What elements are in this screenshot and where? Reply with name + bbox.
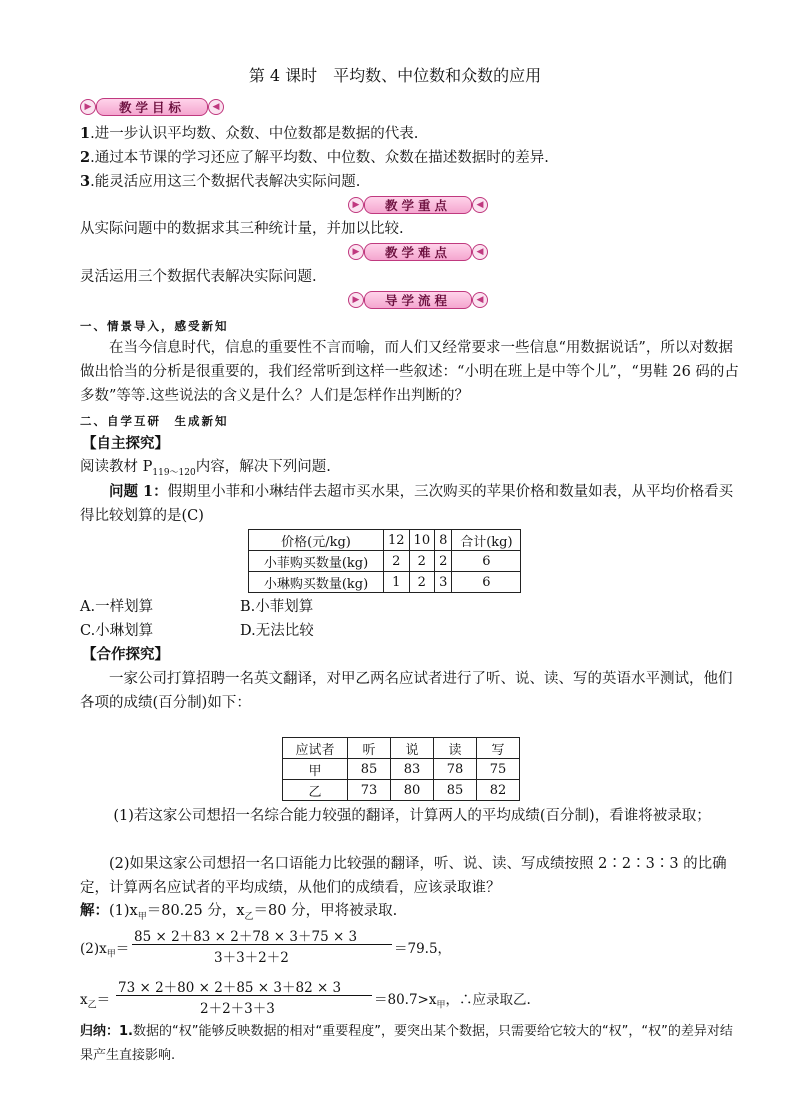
arrow-right-icon: ▶ <box>348 244 364 260</box>
objective-3: 3.能灵活应用这三个数据代表解决实际问题. <box>80 173 361 190</box>
coop-paragraph: 一家公司打算招聘一名英文翻译，对甲乙两名应试者进行了听、说、读、写的英语水平测试，他们各项的成绩(百分制)如下： <box>80 671 733 711</box>
arrow-right-icon: ▶ <box>348 292 364 308</box>
banner-flow <box>348 291 488 309</box>
summary: 归纳：1.数据的“权”能够反映数据的相对“重要程度”，要突出某个数据，只需要给它较大的“权”，“权”的差异对结果产生直接影响. <box>80 1024 733 1063</box>
table-header-row: 应试者 听 说 读 写 <box>283 738 520 759</box>
page-title: 第 4 课时 平均数、中位数和众数的应用 <box>248 66 542 85</box>
table-row: 乙 73 80 85 82 <box>283 780 520 801</box>
arrow-left-icon: ◀ <box>472 244 488 260</box>
fraction-2-result: $=80.7>x_甲$，∴应录取乙. <box>374 992 531 1011</box>
fraction-1-numerator: 85 × 2＋83 × 2＋78 × 3＋75 × 3 <box>134 929 358 945</box>
banner-label: 教学目标 <box>96 98 208 116</box>
objective-2: 2.通过本节课的学习还应了解平均数、中位数、众数在描述数据时的差异. <box>80 149 549 166</box>
fraction-2-prefix: $x_乙=$ <box>80 992 111 1011</box>
arrow-left-icon: ◀ <box>472 292 488 308</box>
fraction-bar <box>116 995 372 996</box>
option-c: C.小琳划算 <box>80 623 154 639</box>
fraction-1-denominator: 3＋3＋2＋2 <box>214 950 289 966</box>
fraction-2-numerator: 73 × 2＋80 × 2＋85 × 3＋82 × 3 <box>118 980 342 996</box>
solution-line-1: 解：$(1)x_甲=80.25$ 分，$x_乙=80$ 分，甲将被录取. <box>80 902 398 922</box>
arrow-left-icon: ◀ <box>472 197 488 213</box>
table-row: 甲 85 83 78 75 <box>283 759 520 780</box>
banner-label: 教学难点 <box>364 243 472 261</box>
self-explore-heading: 【自主探究】 <box>82 435 169 452</box>
banner-label: 导学流程 <box>364 291 472 309</box>
problem-1: 问题 1：假期里小菲和小琳结伴去超市买水果，三次购买的苹果价格和数量如表，从平均价格看买得比较划算的是(C) <box>80 483 734 524</box>
key-point-text: 从实际问题中的数据求其三种统计量，并加以比较. <box>80 221 404 237</box>
price-table <box>248 529 521 593</box>
banner-key-points <box>348 196 488 214</box>
table-row: 小琳购买数量(kg) 1 2 3 6 <box>249 572 521 593</box>
arrow-right-icon: ▶ <box>348 197 364 213</box>
objective-1: 1.进一步认识平均数、众数、中位数都是数据的代表. <box>80 125 419 142</box>
section-heading-2: 二、自学互研 生成新知 <box>80 414 229 428</box>
table-row: 小菲购买数量(kg) 2 2 2 6 <box>249 551 521 572</box>
banner-objectives <box>80 98 224 116</box>
banner-difficulties <box>348 243 488 261</box>
coop-heading: 【合作探究】 <box>82 646 169 663</box>
fraction-1-prefix: $(2)x_甲=$ <box>80 941 130 960</box>
arrow-left-icon: ◀ <box>208 99 224 115</box>
question-1: (1)若这家公司想招一名综合能力较强的翻译，计算两人的平均成绩(百分制)，看谁将被录取； <box>113 808 711 824</box>
score-table <box>282 737 520 801</box>
banner-label: 教学重点 <box>364 196 472 214</box>
question-2: (2)如果这家公司想招一名口语能力比较强的翻译，听、说、读、写成绩按照 2∶2∶3∶3 的比确定，计算两名应试者的平均成绩，从他们的成绩看，应该录取谁？ <box>80 856 727 896</box>
difficulty-text: 灵活运用三个数据代表解决实际问题. <box>80 269 317 285</box>
option-b: B.小菲划算 <box>240 599 314 615</box>
fraction-2-denominator: 2＋2＋3＋3 <box>200 1001 275 1017</box>
fraction-1-result: ＝79.5， <box>394 941 452 957</box>
reading-line: 阅读教材 $P_{119\sim 120}$内容，解决下列问题. <box>80 459 331 478</box>
section-heading-1: 一、情景导入，感受新知 <box>80 319 229 333</box>
arrow-right-icon: ▶ <box>80 99 96 115</box>
intro-paragraph: 在当今信息时代，信息的重要性不言而喻，而人们又经常要求一些信息“用数据说话”，所以对数据做出恰当的分析是很重要的，我们经常听到这样一些叙述：“小明在班上是中等个儿”，“男鞋 26 码的占多数”等等.这些说法的含义是什么？人们是怎样作出判断的？ <box>80 340 739 404</box>
option-a: A.一样划算 <box>80 599 154 615</box>
fraction-bar <box>132 944 392 945</box>
option-d: D.无法比较 <box>240 623 314 639</box>
table-header-row: 价格(元/kg) 12 10 8 合计(kg) <box>249 530 521 551</box>
